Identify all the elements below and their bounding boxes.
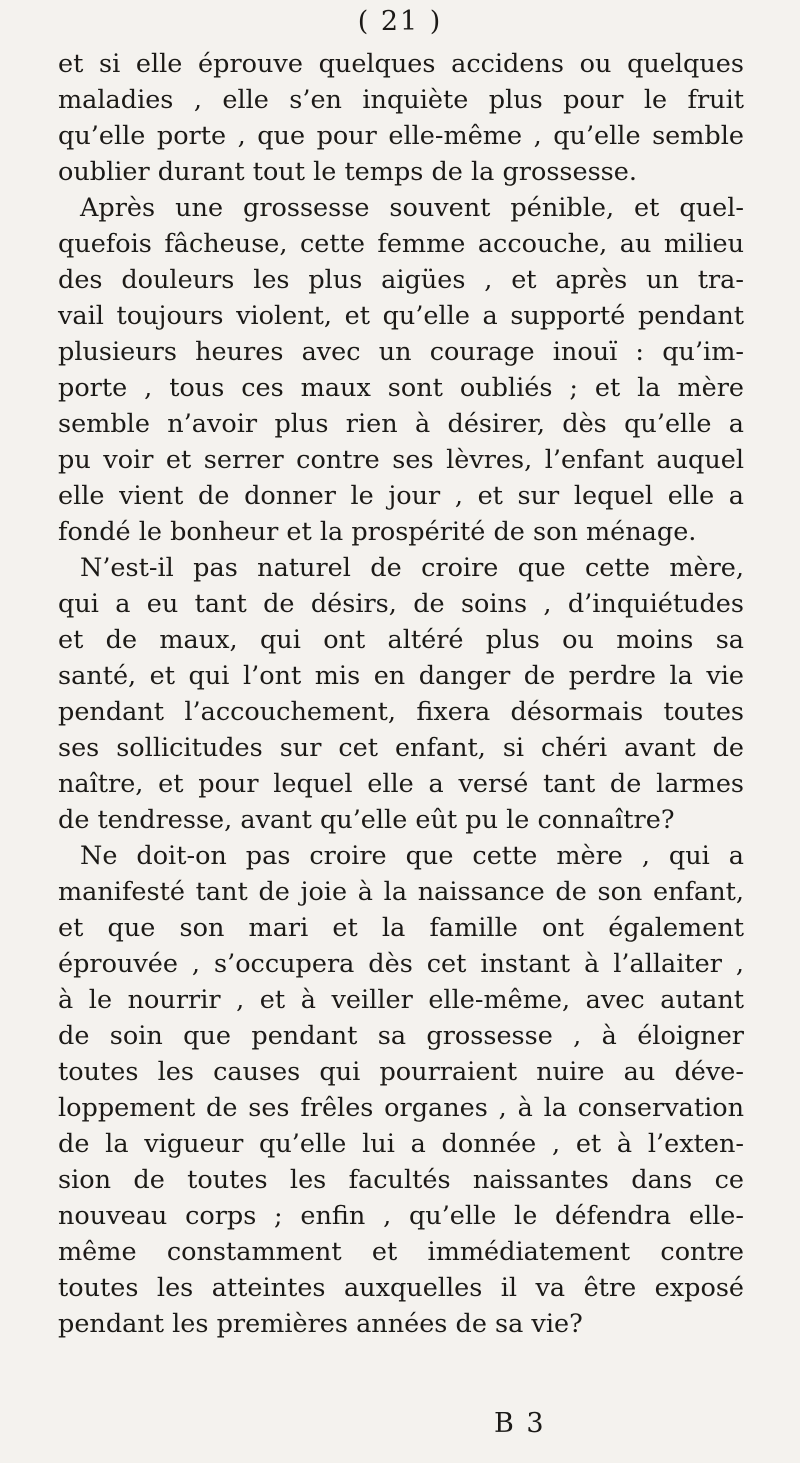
text-line: santé, et qui l’ont mis en danger de perdre la vie	[58, 661, 744, 691]
text-line: pu voir et serrer contre ses lèvres, l’enfant auquel	[58, 445, 744, 475]
text-line: Après une grossesse souvent pénible, et quel-	[80, 193, 744, 223]
signature-mark: B 3	[494, 1408, 546, 1439]
text-line: manifesté tant de joie à la naissance de son enfant,	[58, 877, 744, 907]
text-line: toutes les atteintes auxquelles il va être exposé	[58, 1273, 744, 1303]
text-line: semble n’avoir plus rien à désirer, dès qu’elle a	[58, 409, 744, 439]
text-line: et que son mari et la famille ont également	[58, 913, 744, 943]
text-line: et si elle éprouve quelques accidens ou quelques	[58, 49, 744, 79]
body-text	[58, 46, 744, 1342]
text-line: pendant l’accouchement, fixera désormais toutes	[58, 697, 744, 727]
text-line: Ne doit-on pas croire que cette mère , qui a	[80, 841, 744, 871]
text-line: qu’elle porte , que pour elle-même , qu’elle semble	[58, 121, 744, 151]
text-line: naître, et pour lequel elle a versé tant de larmes	[58, 769, 744, 799]
text-line: porte , tous ces maux sont oubliés ; et la mère	[58, 373, 744, 403]
text-line: de soin que pendant sa grossesse , à éloigner	[58, 1021, 744, 1051]
text-line: qui a eu tant de désirs, de soins , d’inquiétudes	[58, 589, 744, 619]
text-line: N’est-il pas naturel de croire que cette mère,	[80, 553, 744, 583]
page-number: ( 21 )	[357, 6, 443, 37]
text-line: elle vient de donner le jour , et sur lequel elle a	[58, 481, 744, 511]
text-line: ses sollicitudes sur cet enfant, si chéri avant de	[58, 733, 744, 763]
text-line: de la vigueur qu’elle lui a donnée , et à l’exten-	[58, 1129, 744, 1159]
text-line: des douleurs les plus aigües , et après un tra-	[58, 265, 744, 295]
text-line: de tendresse, avant qu’elle eût pu le connaître?	[58, 805, 675, 835]
text-line: sion de toutes les facultés naissantes dans ce	[58, 1165, 744, 1195]
text-line: et de maux, qui ont altéré plus ou moins sa	[58, 625, 744, 655]
text-line: toutes les causes qui pourraient nuire au déve-	[58, 1057, 744, 1087]
text-line: plusieurs heures avec un courage inouï : qu’im-	[58, 337, 744, 367]
text-line: vail toujours violent, et qu’elle a supporté pendant	[58, 301, 744, 331]
text-line: éprouvée , s’occupera dès cet instant à l’allaiter ,	[58, 949, 744, 979]
text-line: loppement de ses frêles organes , à la conservation	[58, 1093, 744, 1123]
text-line: quefois fâcheuse, cette femme accouche, au milieu	[58, 229, 744, 259]
text-line: fondé le bonheur et la prospérité de son ménage.	[58, 517, 697, 547]
text-line: nouveau corps ; enfin , qu’elle le défendra elle-	[58, 1201, 744, 1231]
text-line: oublier durant tout le temps de la grossesse.	[58, 157, 637, 187]
text-line: pendant les premières années de sa vie?	[58, 1309, 583, 1339]
text-line: maladies , elle s’en inquiète plus pour le fruit	[58, 85, 744, 115]
text-line: à le nourrir , et à veiller elle-même, avec autant	[58, 985, 744, 1015]
text-line: même constamment et immédiatement contre	[58, 1237, 744, 1267]
